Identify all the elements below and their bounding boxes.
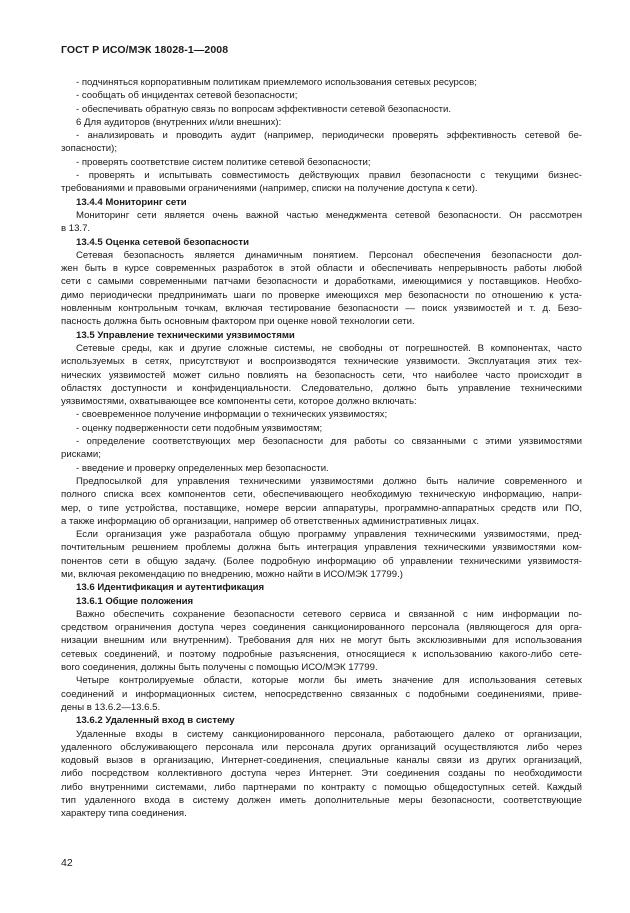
section-heading-line: 13.6 Идентификация и аутентификация [76, 582, 265, 594]
text-line: - оценку подверженности сети подобным уязвимостям; [76, 422, 323, 434]
section-heading-line: 13.6.1 Общие положения [76, 595, 194, 607]
text-line: либо посредством коллективного доступа через Интернет. Эти соединения созданы по необходимости [61, 768, 582, 780]
text-line: требованиями и правовыми ограничениями (например, списки на получение доступа к сети). [61, 183, 478, 195]
text-line: в 13.7. [61, 223, 91, 235]
text-line: почтительным решением проблемы должна быть интеграция управления техническими уязвимостями ком- [61, 542, 582, 554]
text-line: понентов сети в общую задачу. (Более подробную информацию об управлении техническими уязвимостя- [61, 555, 582, 567]
text-line: - подчиняться корпоративным политикам приемлемого использования сетевых ресурсов; [76, 77, 477, 88]
text-line: Сетевая безопасность является динамичным понятием. Персонал обеспечения безопасности дол- [76, 249, 582, 261]
text-line: - проверять соответствие систем политике сетевой безопасности; [76, 156, 371, 168]
text-line: а также информацию об организации, например об ответственных административных лицах. [61, 515, 480, 527]
text-line: средством ограничения доступа через соединения санкционированного персонала (являющегося для орга- [61, 622, 582, 634]
text-line: полного списка всех компонентов сети, обеспечивающего необходимую техническую информацию, напри- [61, 489, 582, 501]
section-heading-line: 13.5 Управление техническими уязвимостями [76, 329, 295, 341]
text-line: либо внутренними системами, либо партнерами по контракту с помощью общедоступных сетей. Каждый [61, 781, 582, 793]
text-line: дены в 13.6.2—13.6.5. [61, 701, 161, 713]
text-line: - своевременное получение информации о технических уязвимостях; [76, 409, 388, 421]
page-number: 42 [61, 857, 73, 869]
text-line: тип удаленного входа в систему должен иметь дополнительные меры безопасности, соответствующие [61, 795, 582, 807]
text-line: соединений и информационных систем, непосредственно связанных с подобными соединениями, приве- [61, 688, 582, 700]
text-line: - анализировать и проводить аудит (например, периодически проверять эффективность сетевой бе- [76, 130, 582, 142]
text-line: - введение и проверку определенных мер безопасности. [76, 462, 329, 474]
text-line: Важно обеспечить сохранение безопасности сетевого сервиса и связанной с ним информации по- [76, 608, 582, 620]
text-line: низации внешним или внутренним). Требования для них не могут быть эксклюзивными для использования [61, 635, 582, 647]
text-line: нических уязвимостей может сильно повлиять на безопасность сети, что наиболее часто происходит в [61, 369, 582, 381]
text-line: - проверять и испытывать совместимость действующих правил безопасности с текущими бизнес- [76, 170, 582, 182]
text-line: сетевых соединений, и поэтому подробные разъяснения, относящиеся к использованию какого-либо сете- [61, 648, 582, 660]
text-line: сети с самыми современными патчами безопасности и доработками, имеющимися у поставщиков. Необхо- [61, 276, 582, 288]
text-line: димо периодически предпринимать шаги по проверке имеющихся мер безопасности по отношению к уста- [61, 289, 582, 301]
text-line: кодовый вызов в организацию, Интернет-соединения, специальные каналы связи из других организаций, [61, 755, 582, 767]
text-line: рисками; [61, 449, 101, 461]
text-line: областях доступности и конфиденциальности. Следовательно, должно быть управление техническими [61, 382, 582, 394]
section-heading-line: 13.4.5 Оценка сетевой безопасности [76, 236, 249, 248]
text-line: пасность должна быть основным фактором при оценке новой технологии сети. [61, 316, 415, 328]
text-line: - определение соответствующих мер безопасности для работы со связанными с этими уязвимостями [76, 436, 582, 448]
text-line: Мониторинг сети является очень важной частью менеджмента сетевой безопасности. Он рассмотрен [76, 209, 582, 221]
text-line: мер, о типе устройства, поставщике, номере версии аппаратуры, программно-аппаратных средств или ПО, [61, 502, 582, 514]
text-line: характеру типа соединения. [61, 808, 187, 820]
text-line: Четыре контролируемые области, которые могли бы иметь значение для использования сетевых [76, 675, 582, 687]
document-header: ГОСТ Р ИСО/МЭК 18028-1—2008 [61, 44, 229, 56]
text-line: используемых в сетях, присутствуют и воспроизводятся технические уязвимости. Эксплуатация этих тех- [61, 356, 582, 368]
text-line: Если организация уже разработала общую программу управления техническими уязвимостями, пред- [76, 529, 582, 541]
text-line: 6 Для аудиторов (внутренних и/или внешних): [76, 116, 282, 128]
document-body [61, 76, 582, 821]
text-line: уязвимостями, охватывающее все компоненты сети, которое должно включать: [61, 396, 417, 408]
section-heading-line: 13.4.4 Мониторинг сети [76, 196, 187, 208]
text-line: жен быть в курсе современных разработок в этой области и обеспечивать непрерывность работы любой [61, 263, 582, 275]
text-line: зопасности); [61, 143, 117, 155]
text-line: - обеспечивать обратную связь по вопросам эффективности сетевой безопасности. [76, 103, 452, 115]
text-line: Сетевые среды, как и другие сложные системы, не свободны от погрешностей. В компонентах, часто [76, 342, 582, 354]
text-line: - сообщать об инцидентах сетевой безопасности; [76, 90, 298, 102]
text-line: удаленного обслуживающего персонала или персонала других организаций осуществляются либо через [61, 741, 582, 753]
text-line: ми, включая рекомендацию по внедрению, можно найти в ИСО/МЭК 17799.) [61, 568, 403, 580]
text-line: вого соединения, должны быть получены с помощью ИСО/МЭК 17799. [61, 662, 378, 674]
section-heading-line: 13.6.2 Удаленный вход в систему [76, 715, 235, 727]
text-line: новленным контрольным точкам, включая тестирование безопасности — поиск уязвимостей и т. д. Безо- [61, 303, 582, 315]
text-line: Предпосылкой для управления техническими уязвимостями должно быть наличие современного и [76, 475, 582, 487]
text-line: Удаленные входы в систему санкционированного персонала, работающего далеко от организации, [76, 728, 582, 740]
